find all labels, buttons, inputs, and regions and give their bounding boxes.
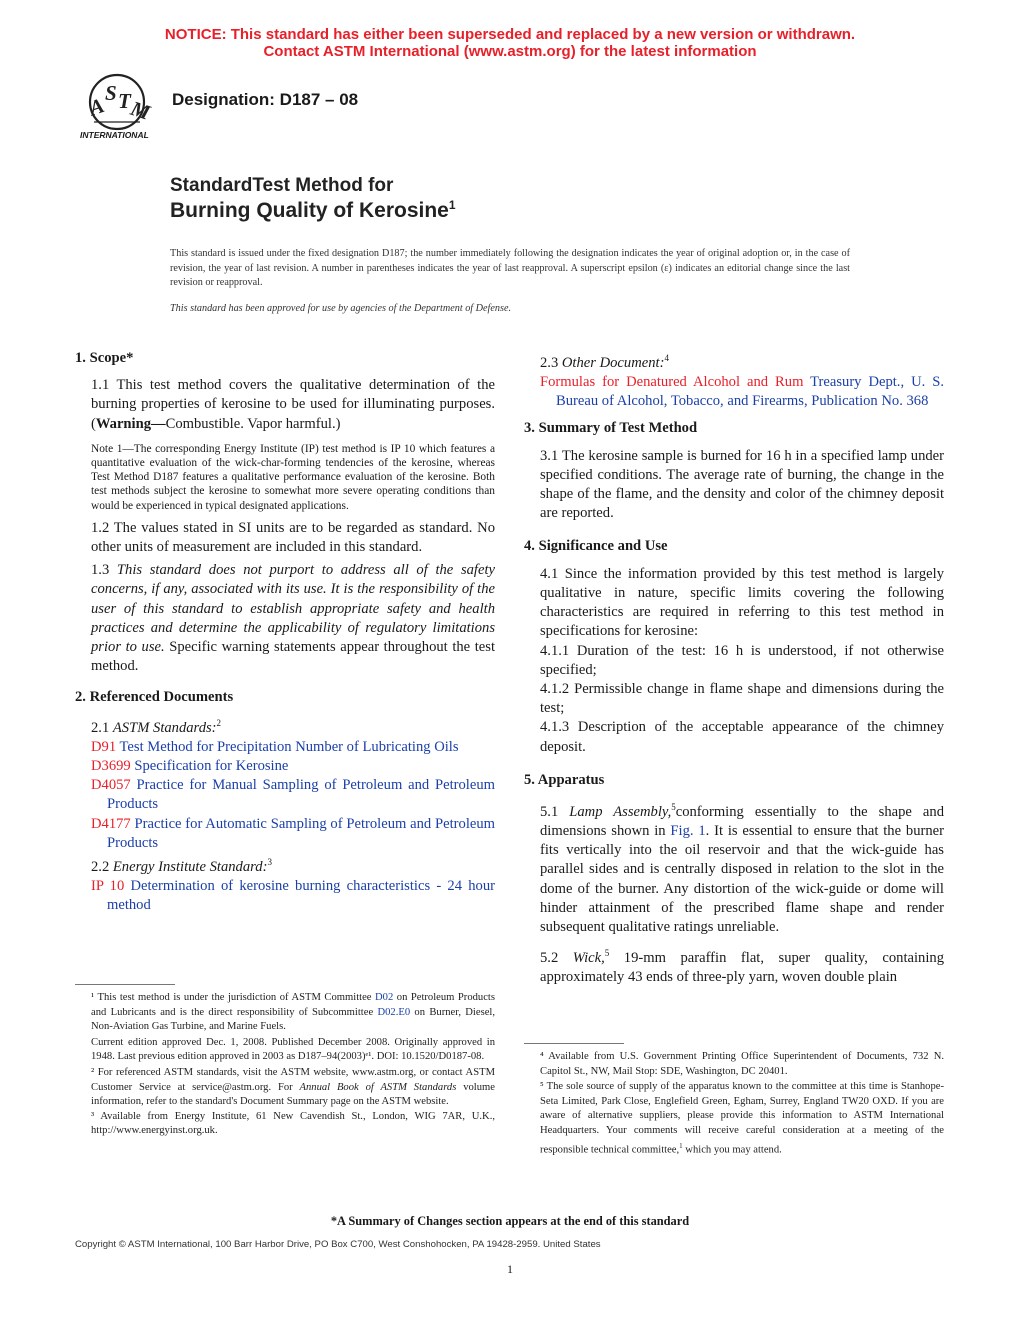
paragraph-1-1 <box>75 376 495 434</box>
svg-text:M: M <box>127 96 154 125</box>
p51-footnote-ref[interactable]: 5 <box>671 801 676 812</box>
section-scope-heading: 1. Scope* <box>75 350 134 366</box>
fn1-subcommittee-link[interactable]: D02.E0 <box>377 1006 411 1018</box>
fn5-text-a: ⁵ The sole source of supply of the apparatus known to the committee at this time is Stanhope-Seta Limited, Park Close, Englefield Green, Egham, Surrey, England TW20 OXD. If you are aware of alternative suppliers, please provide this information to ASTM International Headquarters. Your comments will receive careful consideration at a meeting of the responsible technical committee, <box>540 1081 944 1156</box>
section-apparatus-heading: 5. Apparatus <box>524 771 605 788</box>
p13-num: 1.3 <box>91 562 117 579</box>
left-footnotes <box>75 991 495 1139</box>
reference-item[interactable] <box>75 757 495 776</box>
section-refdocs-heading: 2. Referenced Documents <box>75 689 234 706</box>
dod-approval-statement: This standard has been approved for use by agencies of the Department of Defense. <box>170 303 512 314</box>
summary-of-changes-note: *A Summary of Changes section appears at the end of this standard <box>330 1214 690 1228</box>
paragraph-5-1 <box>524 798 944 937</box>
paragraph-2-1 <box>75 714 495 738</box>
p21-footnote-ref[interactable]: 2 <box>216 717 222 728</box>
title-line-2 <box>170 198 456 223</box>
figure-1-link[interactable]: Fig. 1 <box>670 822 706 839</box>
footnote-rule-left <box>75 984 175 985</box>
title-line-1: StandardTest Method for <box>170 175 394 196</box>
reference-title-ip10[interactable]: Determination of kerosine burning characteristics - 24 hour method <box>107 878 495 914</box>
logo-subtext: INTERNATIONAL <box>80 130 149 140</box>
right-footnotes <box>524 1050 944 1158</box>
paragraph-4-1: 4.1 Since the information provided by this test method is largely qualitative in nature, specific limits covering the following characteristics are required in referring to this test method in specifications for kerosine: <box>540 565 944 640</box>
paragraph-1-3 <box>75 561 495 676</box>
designation: Designation: D187 – 08 <box>172 90 359 109</box>
reference-treasury[interactable] <box>524 373 944 411</box>
fn5-footnote-ref[interactable]: 1 <box>679 1141 683 1150</box>
reference-title[interactable]: Specification for Kerosine <box>130 757 289 774</box>
p22-num: 2.2 <box>91 858 113 875</box>
footnote-4: ⁴ Available from U.S. Government Printing Office Superintendent of Documents, 732 N. Capitol St., NW, Mail Stop: SDE, Washington, DC 20401. <box>540 1051 944 1077</box>
p23-num: 2.3 <box>540 354 562 371</box>
paragraph-2-2 <box>75 853 495 877</box>
reference-item[interactable] <box>75 815 495 853</box>
footnote-3: ³ Available from Energy Institute, 61 New Cavendish St., London, WIG 7AR, U.K., http://www.energyinst.org.uk. <box>91 1110 495 1137</box>
paragraph-5-2 <box>524 944 944 987</box>
svg-text:S: S <box>105 81 117 105</box>
fn2-text-c: volume information, refer to the standard's Document Summary page on the ASTM website. <box>91 1081 495 1108</box>
fn1-committee-link[interactable]: D02 <box>375 992 394 1003</box>
p52-footnote-ref[interactable]: 5 <box>604 948 610 959</box>
reference-title-treasury[interactable]: Treasury Dept., U. S. Bureau of Alcohol, Tobacco, and Firearms, Publication No. 368 <box>556 374 944 410</box>
reference-item[interactable] <box>75 776 495 814</box>
reference-code-formulas[interactable]: Formulas for Denatured Alcohol and Rum <box>540 374 804 391</box>
paragraph-1-2: 1.2 The values stated in SI units are to be regarded as standard. No other units of measurement are included in this standard. <box>91 519 495 556</box>
left-column <box>75 349 495 915</box>
footnote-rule-right <box>524 1043 624 1044</box>
svg-text:T: T <box>118 89 131 113</box>
page-number: 1 <box>507 1262 513 1276</box>
p13-italic: This standard does not purport to address all of the safety concerns, if any, associated with its use. It is the responsibility of the user of this standard to establish appropriate safety and health practices and determine the applicability of regulatory limitations prior to use. <box>91 562 495 656</box>
reference-title[interactable]: Test Method for Precipitation Number of Lubricating Oils <box>116 738 459 755</box>
paragraph-2-3 <box>524 349 944 373</box>
reference-code[interactable]: D4057 <box>91 777 131 794</box>
fn2-italic: Annual Book of ASTM Standards <box>299 1081 457 1093</box>
reference-title[interactable]: Practice for Automatic Sampling of Petroleum and Petroleum Products <box>107 815 495 851</box>
p51-text-a: conforming essentially to the shape and dimensions shown in <box>540 803 944 839</box>
fn5-text-b: which you may attend. <box>682 1144 782 1156</box>
astm-logo <box>72 72 162 144</box>
footnote-1 <box>75 991 495 1035</box>
reference-item[interactable] <box>75 738 495 757</box>
copyright-line: Copyright © ASTM International, 100 Barr Harbor Drive, PO Box C700, West Conshohocken, PA 19428-2959. United States <box>75 1239 601 1250</box>
p52-num: 5.2 <box>540 950 573 967</box>
paragraph-4-1-3: 4.1.3 Description of the acceptable appearance of the chimney deposit. <box>540 719 944 755</box>
title-text: Burning Quality of Kerosine <box>170 199 449 222</box>
p52-text: 19-mm paraffin flat, super quality, containing approximately 43 ends of three-ply yarn, woven double plain <box>540 950 944 986</box>
issuance-statement: This standard is issued under the fixed designation D187; the number immediately following the designation indicates the year of original adoption or, in the case of revision, the year of last revision. A number in parentheses indicates the year of last reapproval. A superscript epsilon (ε) indicates an editorial change since the last revision or reapproval. <box>170 248 850 288</box>
right-column <box>524 349 944 987</box>
fn1-text-c: on Burner, Diesel, Non-Aviation Gas Turbine, and Marine Fuels. <box>91 1006 495 1033</box>
p11-text: 1.1 This test method covers the qualitative determination of the burning properties of kerosine to be used for illuminating purposes. ( <box>91 377 495 432</box>
note-1: Note 1—The corresponding Energy Institute (IP) test method is IP 10 which features a quantitative evaluation of the wick-char-forming tendencies of the kerosine, whereas Test Method D187 features a qualitative performance evaluation of the kerosine. Both test methods subject the kerosine to somewhat more severe operating conditions than would be experienced in typical designated applications. <box>91 442 495 512</box>
astm-reference-list <box>75 738 495 853</box>
paragraph-4-1-1: 4.1.1 Duration of the test: 16 h is understood, if not otherwise specified; <box>540 642 944 678</box>
p51-num: 5.1 <box>540 803 570 820</box>
reference-code[interactable]: D91 <box>91 738 117 755</box>
p21-label: ASTM Standards: <box>112 719 217 736</box>
fn1-text-a: ¹ This test method is under the jurisdiction of ASTM Committee <box>91 992 376 1003</box>
paragraph-3-1: 3.1 The kerosine sample is burned for 16 h in a specified lamp under specified conditions. The average rate of burning, the change in the shape of the flame, and the density and color of the chimney deposit are reported. <box>540 447 944 522</box>
title-footnote-ref[interactable]: 1 <box>448 198 456 212</box>
p51-label: Lamp Assembly, <box>569 803 672 820</box>
footnote-1-edition: Current edition approved Dec. 1, 2008. Published December 2008. Originally approved in 1948. Last previous edition approved in 2003 as D187–94(2003)ᵉ¹. DOI: 10.1520/D0187-08. <box>91 1036 495 1063</box>
footnote-2 <box>75 1066 495 1110</box>
svg-text:A: A <box>86 93 108 121</box>
p52-label: Wick, <box>572 950 605 967</box>
reference-code[interactable]: D3699 <box>91 757 131 774</box>
p23-label: Other Document: <box>561 354 665 371</box>
p21-num: 2.1 <box>91 719 113 736</box>
footnote-5 <box>524 1080 944 1158</box>
fn2-text-a: ² For referenced ASTM standards, visit the ASTM website, www.astm.org, or contact ASTM Customer Service at service@astm.org. For <box>91 1066 495 1093</box>
fn1-text-b: on Petroleum Products and Lubricants and is the direct responsibility of Subcommittee <box>91 992 495 1018</box>
p11-warning-text: Combustible. Vapor harmful.) <box>165 415 341 432</box>
reference-ip10[interactable] <box>75 877 495 915</box>
section-summary-heading: 3. Summary of Test Method <box>524 420 698 437</box>
p51-text-b: . It is essential to ensure that the burner fits vertically into the oil reservoir and that the wick-guide has parallel sides and is centrally disposed in relation to the slot in the dome of the burner. Any distortion of the wick-guide or dome will hinder attainment of the prescribed flame shape and render subsequent qualitative ratings unreliable. <box>540 822 944 935</box>
paragraph-4-1-2: 4.1.2 Permissible change in flame shape and dimensions during the test; <box>540 680 944 717</box>
warning-label: Warning— <box>95 415 166 432</box>
p23-footnote-ref[interactable]: 4 <box>664 353 669 363</box>
reference-code[interactable]: D4177 <box>91 815 131 832</box>
p22-footnote-ref[interactable]: 3 <box>267 856 272 867</box>
p22-label: Energy Institute Standard: <box>112 858 268 875</box>
reference-code-ip10[interactable]: IP 10 <box>91 878 125 894</box>
notice-line-2: Contact ASTM International (www.astm.org) for the latest information <box>263 43 757 60</box>
reference-title[interactable]: Practice for Manual Sampling of Petroleum and Petroleum Products <box>107 777 495 813</box>
section-significance-heading: 4. Significance and Use <box>524 538 668 555</box>
p13-text: Specific warning statements appear throughout the test method. <box>91 639 495 675</box>
notice-line-1: NOTICE: This standard has either been superseded and replaced by a new version or withdrawn. <box>164 26 856 43</box>
